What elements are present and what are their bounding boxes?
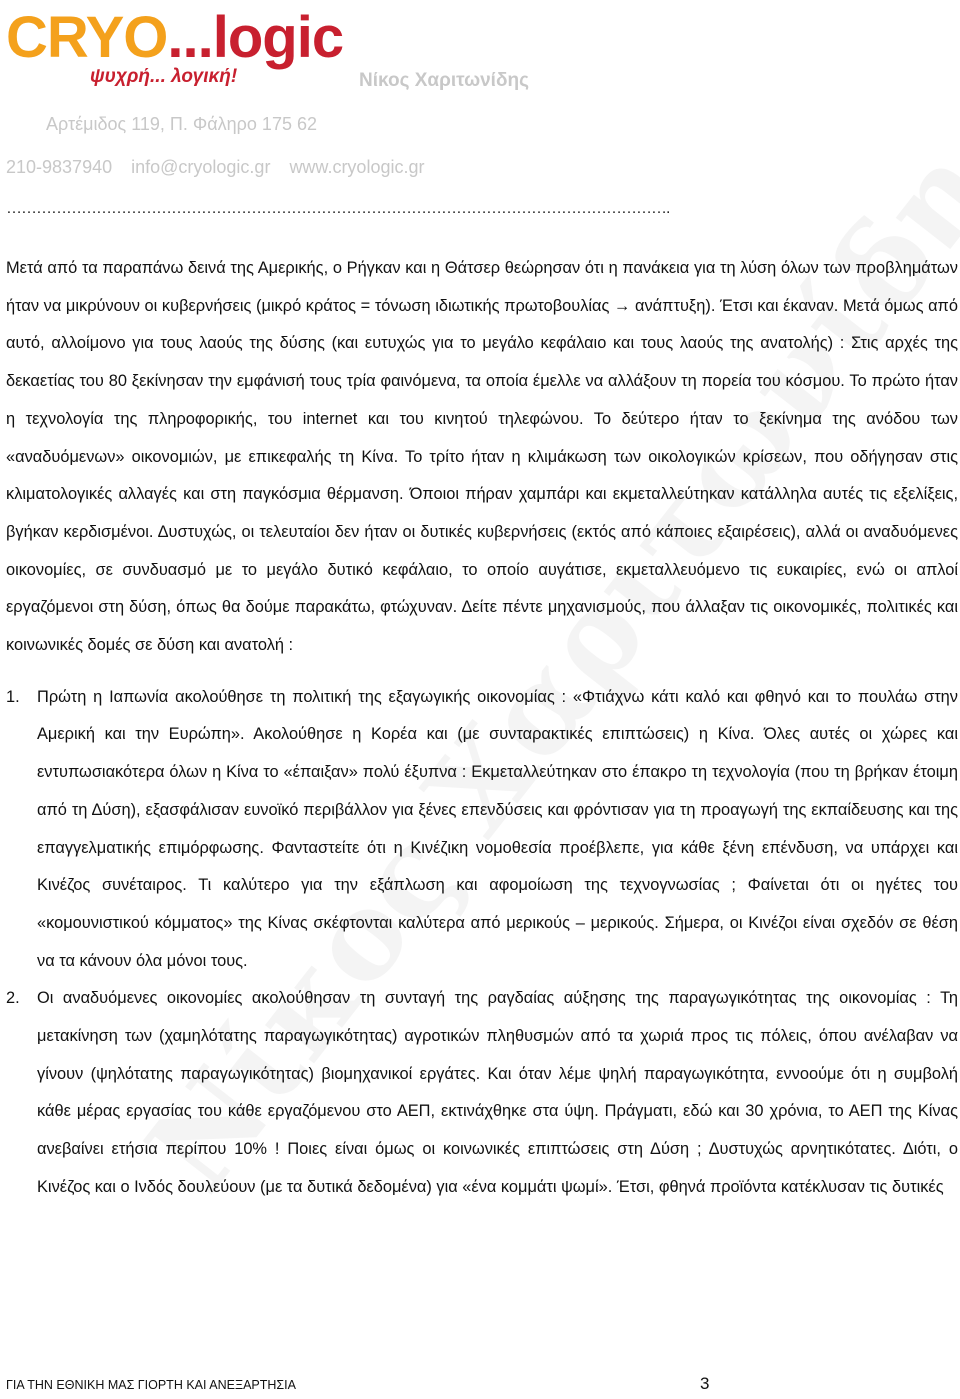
numbered-list: [6, 679, 958, 1207]
letterhead: [0, 0, 960, 230]
website-link[interactable]: www.cryologic.gr: [289, 157, 425, 177]
author-name: Νίκος Χαριτωνίδης: [359, 70, 529, 91]
document-body: [6, 250, 958, 1207]
logo-logic: ...logic: [167, 5, 344, 70]
address: Αρτέμιδος 119, Π. Φάληρο 175 62: [46, 114, 317, 134]
list-item-text: Οι αναδυόμενες οικονομίες ακολούθησαν τη συνταγή της ραγδαίας αύξησης της παραγωγικότητας της οικονομίας : Τη μετακίνηση των (χαμηλότατης παραγωγικότητας) αγροτικών πληθυσμών από τα χωριά προς τις πόλεις, όπου ανέλαβαν να γίνουν (ψηλότατης παραγωγικότητας) βιομηχανικοί εργάτες. Και όταν λέμε ψηλή παραγωγικότητα, εννοούμε ότι η συμβολή κάθε μέρας εργασίας του κάθε εργαζόμενου στο ΑΕΠ, εκτινάχθηκε στα ύψη. Πράγματι, εδώ και 30 χρόνια, το ΑΕΠ της Κίνας ανεβαίνει ετήσια περίπου 10% ! Ποιες είναι όμως οι κοινωνικές επιπτώσεις στη Δύση ; Δυστυχώς αρνητικότατες. Διότι, ο Κινέζος και ο Ινδός δουλεύουν (με τα δυτικά δεδομένα) για «ένα κομμάτι ψωμί». Έτσι, φθηνά προϊόντα κατέκλυσαν τις δυτικές: [37, 989, 958, 1196]
dotted-separator: …………………………………………………………………………………………………………………….: [6, 200, 670, 217]
email-link[interactable]: info@cryologic.gr: [131, 157, 271, 177]
footer-title: ΓΙΑ ΤΗΝ ΕΘΝΙΚΗ ΜΑΣ ΓΙΟΡΤΗ ΚΑΙ ΑΝΕΞΑΡΤΗΣΙΑ: [6, 1378, 296, 1392]
list-item-number: 1.: [6, 687, 20, 706]
page-number: 3: [700, 1374, 710, 1393]
list-item-number: 2.: [6, 989, 20, 1008]
intro-paragraph: Μετά από τα παραπάνω δεινά της Αμερικής, ο Ρήγκαν και η Θάτσερ θεώρησαν ότι η πανάκεια για τη λύση όλων των προβλημάτων ήταν να μικρύνουν οι κυβερνήσεις (μικρό κράτος = τόνωση ιδιωτικής πρωτοβουλίας → ανάπτυξη). Έτσι και έκαναν. Μετά όμως από αυτό, αλλοίμονο για τους λαούς της δύσης (και ευτυχώς για το μεγάλο κεφάλαιο και τους λαούς της ανατολής) : Στις αρχές της δεκαετίας του 80 ξεκίνησαν την εμφάνισή τους τρία φαινόμενα, τα οποία έμελλε να αλλάξουν τη πορεία του κόσμου. Το πρώτο ήταν η τεχνολογία της πληροφορικής, του internet και του κινητού τηλεφώνου. Το δεύτερο ήταν το ξεκίνημα της ανόδου των «αναδυόμενων» οικονομιών, με επικεφαλής τη Κίνα. Το τρίτο ήταν η κλιμάκωση των οικολογικών κρίσεων, που οδήγησαν στις κλιματολογικές αλλαγές και στη παγκόσμια θέρμανση. Όποιοι πήραν χαμπάρι και εκμεταλλεύτηκαν κατάλληλα αυτές τις εξελίξεις, βγήκαν κερδισμένοι. Δυστυχώς, οι τελευταίοι δεν ήταν οι δυτικές κυβερνήσεις (εκτός από κάποιες εξαιρέσεις), αλλά οι αναδυόμενες οικονομίες, σε συνδυασμό με το μεγάλο δυτικό κεφάλαιο, το οποίο αυγάτισε, εκμεταλλευόμενο τις ευκαιρίες, ενώ οι απλοί εργαζόμενοι στη δύση, όπως θα δούμε παρακάτω, φτώχυναν. Δείτε πέντε μηχανισμούς, που άλλαξαν τις οικονομικές, πολιτικές και κοινωνικές δομές σε δύση και ανατολή :: [6, 259, 958, 655]
cryologic-logo: [6, 4, 346, 94]
contact-line: [6, 157, 443, 178]
logo-cryo: CRYO: [6, 5, 168, 70]
phone: 210-9837940: [6, 157, 113, 177]
logo-tagline: ψυχρή... λογική!: [90, 66, 238, 87]
list-item: [6, 679, 958, 981]
list-item-text: Πρώτη η Ιαπωνία ακολούθησε τη πολιτική της εξαγωγικής οικονομίας : «Φτιάχνω κάτι καλό και φθηνό και το πουλάω στην Αμερική και την Ευρώπη». Ακολούθησε η Κορέα και (με συνταρακτικές επιπτώσεις) η Κίνα. Όλες αυτές οι χώρες και εντυπωσιακότερα όλων η Κίνα το «έπαιξαν» πολύ έξυπνα : Εκμεταλλεύτηκαν στο έπακρο τη τεχνολογία (που τη βρήκαν έτοιμη από τη Δύση), εξασφάλισαν ευνοϊκό περιβάλλον για ξένες επενδύσεις και φρόντισαν για τη προαγωγή της εκπαίδευσης και της επαγγελματικής επιμόρφωσης. Φανταστείτε ότι η Κινέζικη νομοθεσία προέβλεπε, για κάθε ξένη επένδυση, να υπάρχει και Κινέζος συνέταιρος. Τι καλύτερο για την εξάπλωση και αφομοίωση της τεχνογνωσίας ; Φαίνεται ότι οι ηγέτες του «κομουνιστικού κόμματος» της Κίνας σκέφτονται καλύτερα από μερικούς – μερικούς. Σήμερα, οι Κινέζοι είναι σχεδόν σε θέση να τα κάνουν όλα μόνοι τους.: [37, 687, 958, 970]
list-item: [6, 980, 958, 1206]
logo-wordmark: [6, 5, 344, 70]
